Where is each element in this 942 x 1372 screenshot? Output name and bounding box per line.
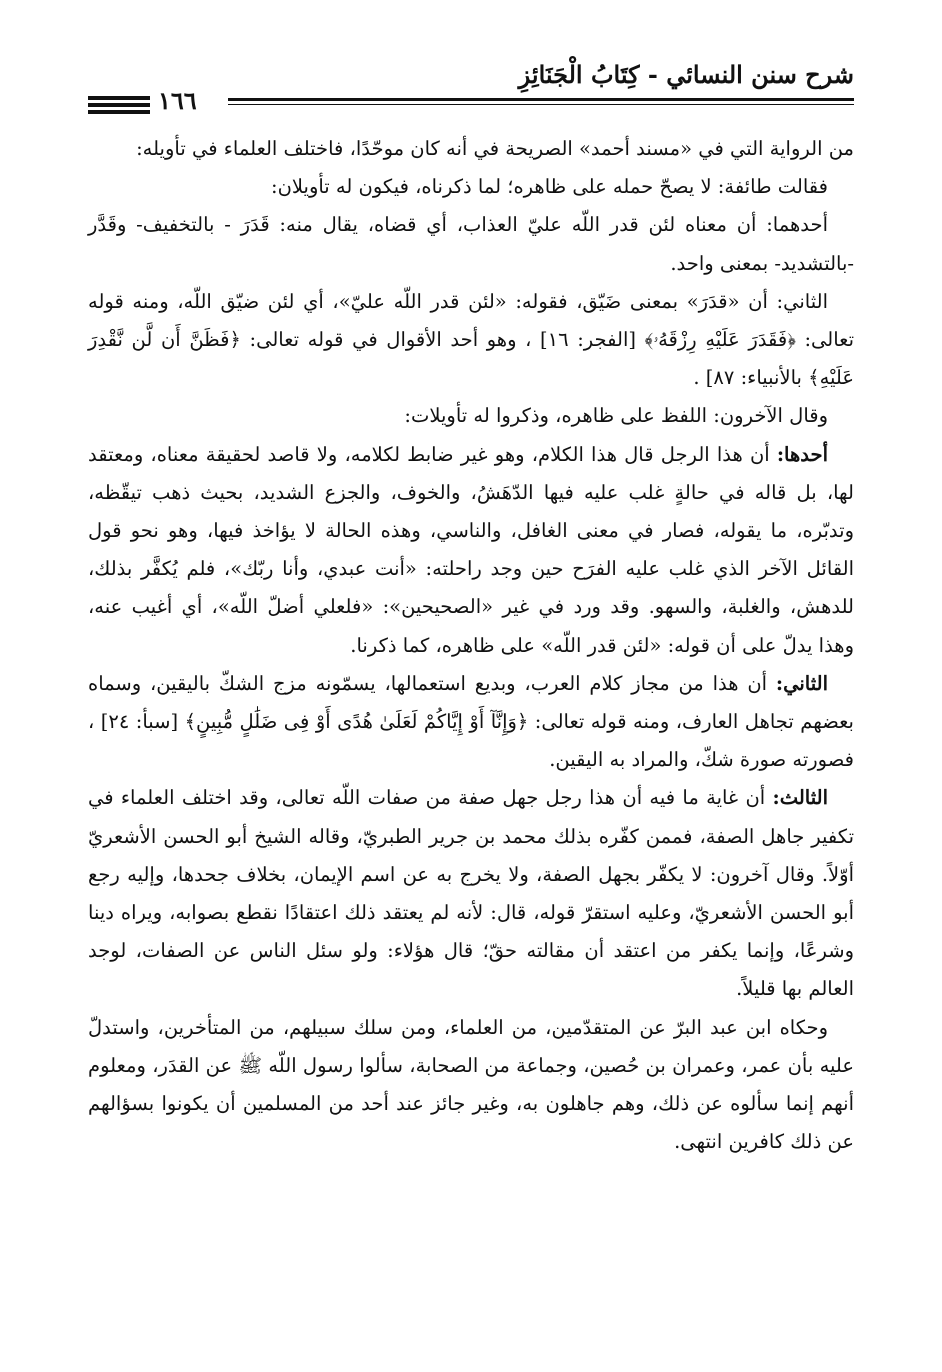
page-number-ornament xyxy=(88,96,150,117)
paragraph xyxy=(88,130,854,168)
paragraph-text: وقال الآخرون: اللفظ على ظاهره، وذكروا له تأويلات: xyxy=(404,404,828,428)
paragraph-lead: الثاني: xyxy=(775,671,828,695)
page-number: ١٦٦ xyxy=(158,86,197,115)
paragraph-text: الثاني: أن «قدَرَ» بمعنى ضَيّق، فقوله: «لئن قدر اللّه عليّ»، أي لئن ضيّق اللّه، ومنه قوله تعالى: ﴿فَقَدَرَ عَلَيْهِ رِزْقَهُۥ﴾ [الفجر: ١٦] ، وهو أحد الأقوال في قوله تعالى: ﴿فَظَنَّ أَن لَّن نَّقْدِرَ عَلَيْهِ﴾ بالأنبياء: ٨٧] . xyxy=(88,289,855,390)
paragraph-text: أن غاية ما فيه أن هذا رجل جهل صفة من صفات اللّه تعالى، وقد اختلف العلماء في تكفير جاهل الصفة، فممن كفّره بذلك محمد بن جرير الطبريّ، وقاله الشيخ أبو الحسن الأشعريّ أوّلاً. وقال آخرون: لا يكفّر بجهل الصفة، ولا يخرج به عن اسم الإيمان، بخلاف جحدها، وإليه رجع أبو الحسن الأشعريّ، وعليه استقرّ قوله، قال: لأنه لم يعتقد ذلك اعتقادًا نقطع بصوابه، ويراه دينا وشرعًا، وإنما يكفر من اعتقد أن مقالته حقّ؛ قال هؤلاء: ولو سئل الناس عن الصفات، لوجد العالم بها قليلاً. xyxy=(88,786,854,1001)
paragraph xyxy=(88,779,854,1008)
paragraph xyxy=(88,397,854,435)
page-header xyxy=(88,52,854,115)
paragraph-lead: أحدها: xyxy=(776,442,828,466)
paragraph xyxy=(88,283,854,398)
body-text xyxy=(88,130,854,1161)
paragraph xyxy=(88,1009,854,1162)
paragraph-text: فقالت طائفة: لا يصحّ حمله على ظاهره؛ لما ذكرناه، فيكون له تأويلان: xyxy=(271,175,828,199)
paragraph-lead: الثالث: xyxy=(772,786,828,810)
paragraph-text: من الرواية التي في «مسند أحمد» الصريحة في أنه كان موحّدًا، فاختلف العلماء في تأويله: xyxy=(136,137,854,160)
paragraph-text: أن هذا من مجاز كلام العرب، وبديع استعمالها، يسمّونه مزج الشكّ باليقين، وسماه بعضهم تجاهل العارف، ومنه قوله تعالى: ﴿وَإِنَّآ أَوْ إِيَّاكُمْ لَعَلَىٰ هُدًى أَوْ فِى ضَلَٰلٍ مُّبِينٍ﴾ [سبأ: ٢٤] ، فصورته صورة شكّ، والمراد به اليقين. xyxy=(88,671,854,772)
paragraph-text: أن هذا الرجل قال هذا الكلام، وهو غير ضابط لكلامه، ولا قاصد لحقيقة معناه، ومعتقد لها، بل قاله في حالةٍ غلب عليه فيها الدّهَشُ، والخوف، والجزع الشديد، بحيث ذهب تيقّظه، وتدبّره، ما يقوله، فصار في معنى الغافل، والناسي، وهذه الحالة لا يؤاخذ فيها، وهو نحو قول القائل الآخر الذي غلب عليه الفرَح حين وجد راحلته: «أنت عبدي، وأنا ربّك»، فلم يُكفَّر بذلك، للدهش، والغلبة، والسهو. وقد ورد في غير «الصحيحين»: «فلعلي أضلّ اللّه»، أي أغيب عنه، وهذا يدلّ على أن قوله: «لئن قدر اللّه» على ظاهره، كما ذكرنا. xyxy=(88,442,854,657)
page-number-block xyxy=(88,82,228,118)
running-title: شرح سنن النسائي - كِتَابُ الْجَنَائِزِ xyxy=(518,60,854,89)
paragraph xyxy=(88,436,854,665)
paragraph xyxy=(88,206,854,282)
paragraph xyxy=(88,665,854,780)
paragraph-text: وحكاه ابن عبد البرّ عن المتقدّمين، من العلماء، ومن سلك سبيلهم، من المتأخرين، واستدلّ عليه بأن عمر، وعمران بن حُصين، وجماعة من الصحابة، سألوا رسول اللّه ﷺ عن القدَر، ومعلوم أنهم إنما سألوه عن ذلك، وهم جاهلون به، وغير جائز عند أحد من المسلمين أن يكونوا بسؤالهم عن ذلك كافرين انتهى. xyxy=(88,1015,854,1154)
paragraph xyxy=(88,168,854,206)
paragraph-text: أحدهما: أن معناه لئن قدر اللّه عليّ العذاب، أي قضاه، يقال منه: قَدَرَ - بالتخفيف- وقَدَّر -بالتشديد- بمعنى واحد. xyxy=(88,213,854,275)
